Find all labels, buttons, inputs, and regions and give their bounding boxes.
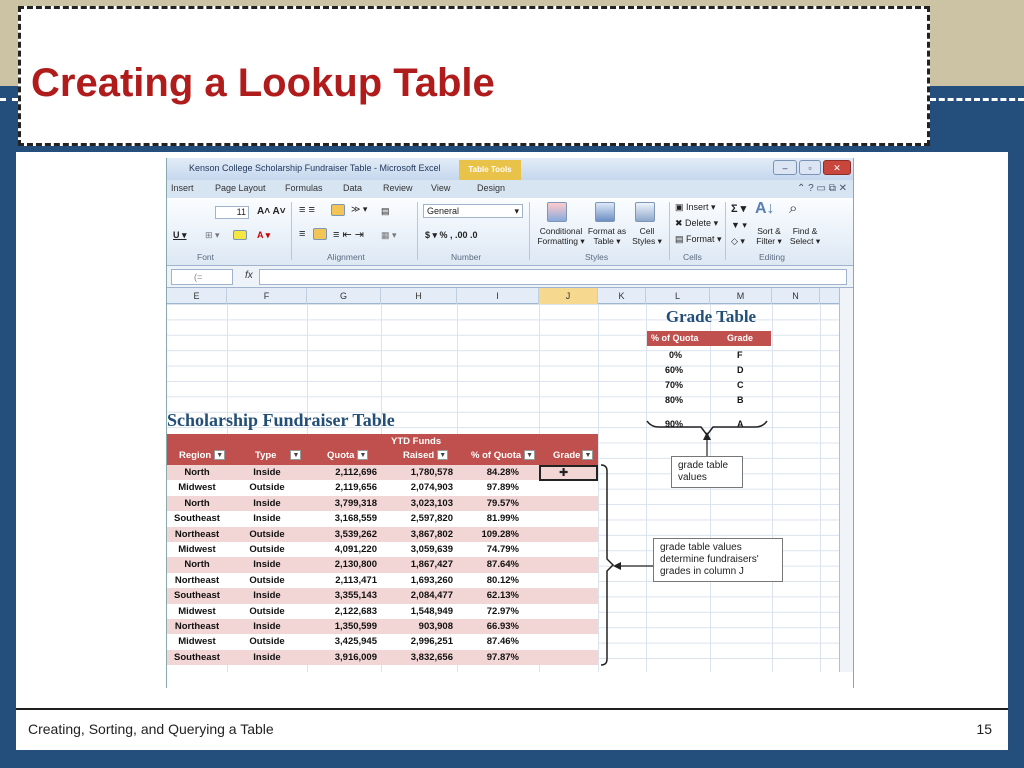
column-header[interactable]: G xyxy=(307,288,381,304)
delete-cells-label: Delete ▾ xyxy=(685,218,719,228)
format-as-table-button[interactable]: Format as Table ▾ xyxy=(587,226,627,246)
tab-data[interactable]: Data xyxy=(343,183,363,193)
ytd-funds-header: YTD Funds xyxy=(391,436,442,447)
find-select-button[interactable]: Find & Select ▾ xyxy=(789,226,821,246)
chevron-down-icon: ▾ xyxy=(514,206,519,216)
pct-cell: 109.28% xyxy=(481,528,519,540)
quota-cell: 4,091,220 xyxy=(334,544,377,555)
raised-cell: 3,023,103 xyxy=(410,497,453,509)
grade-table-title: Grade Table xyxy=(665,307,757,326)
column-header[interactable]: M xyxy=(710,288,772,304)
orientation-icon[interactable]: ≫ ▾ xyxy=(351,204,368,214)
pct-cell: 87.46% xyxy=(486,636,519,648)
insert-cells-label: Insert ▾ xyxy=(686,202,716,212)
type-cell: Outside xyxy=(249,605,285,617)
region-cell: North xyxy=(184,467,210,478)
region-cell: Midwest xyxy=(178,544,216,555)
quota-cell: 2,113,471 xyxy=(335,574,377,586)
region-cell: Southeast xyxy=(174,590,220,602)
clear-icon[interactable]: ◇ ▾ xyxy=(731,236,745,246)
arrow-head-icon xyxy=(613,562,621,570)
pct-cell: 84.28% xyxy=(486,467,519,478)
table-brace xyxy=(601,465,613,665)
grade-letter: D xyxy=(737,365,744,375)
callout-grade-values: grade table values xyxy=(671,456,743,488)
filter-dropdown-icon[interactable]: ▼ xyxy=(582,450,593,460)
type-cell: Outside xyxy=(249,544,285,555)
region-cell: North xyxy=(184,559,210,571)
region-cell: Southeast xyxy=(174,651,220,663)
slide-number: 15 xyxy=(976,721,992,737)
pct-cell: 80.12% xyxy=(486,574,519,586)
fill-icon[interactable]: ▼ ▾ xyxy=(731,220,747,230)
grade-pct: 0% xyxy=(669,350,683,360)
column-header[interactable]: L xyxy=(646,288,710,304)
filter-dropdown-icon[interactable]: ▼ xyxy=(524,450,535,460)
type-cell: Inside xyxy=(253,621,281,632)
align-left-icon[interactable]: ≡ xyxy=(299,228,306,240)
border-icon[interactable]: ⊞ ▾ xyxy=(205,230,220,240)
arrow-head-icon xyxy=(703,432,711,440)
filter-dropdown-icon[interactable]: ▼ xyxy=(437,450,448,460)
table-tools-tab[interactable]: Table Tools xyxy=(459,160,521,180)
type-cell: Inside xyxy=(253,590,281,602)
maximize-button[interactable]: ▫ xyxy=(799,160,821,175)
type-cell: Inside xyxy=(253,513,281,525)
pct-cell: 87.64% xyxy=(486,559,519,571)
font-size-value: 11 xyxy=(236,207,246,217)
number-format-value: General xyxy=(427,206,460,216)
type-cell: Outside xyxy=(249,636,285,648)
wrap-text-icon[interactable]: ▤ xyxy=(381,206,390,216)
window-title: Kenson College Scholarship Fundraiser Table - Microsoft Excel xyxy=(189,163,441,173)
pct-quota-column-label: % of Quota xyxy=(471,450,522,461)
column-header[interactable]: I xyxy=(457,288,539,304)
column-header[interactable]: K xyxy=(598,288,646,304)
region-cell: Midwest xyxy=(178,482,216,494)
currency-icon[interactable]: $ ▾ % , .00 .0 xyxy=(425,230,478,240)
quota-cell: 2,112,696 xyxy=(335,467,377,478)
pct-cell: 79.57% xyxy=(486,497,519,509)
tab-review[interactable]: Review xyxy=(383,183,413,193)
raised-cell: 3,059,639 xyxy=(410,544,453,555)
quota-cell: 2,130,800 xyxy=(334,559,377,571)
grade-letter: B xyxy=(737,395,744,405)
pct-cell: 97.89% xyxy=(486,482,519,494)
merge-icon[interactable]: ▦ ▾ xyxy=(381,230,397,240)
pct-quota-header: % of Quota xyxy=(651,333,699,343)
raised-cell: 2,996,251 xyxy=(410,636,453,648)
quota-cell: 3,355,143 xyxy=(334,590,377,602)
column-header[interactable]: F xyxy=(227,288,307,304)
raised-cell: 1,780,578 xyxy=(410,467,453,478)
raised-cell: 2,074,903 xyxy=(410,482,453,494)
underline-icon[interactable]: U ▾ xyxy=(173,230,187,240)
type-cell: Inside xyxy=(253,467,281,478)
raised-cell: 903,908 xyxy=(418,621,453,632)
raised-cell: 1,693,260 xyxy=(410,574,453,586)
raised-cell: 3,867,802 xyxy=(410,528,453,540)
font-color-icon[interactable]: A ▾ xyxy=(257,230,271,240)
conditional-formatting-button[interactable]: Conditional Formatting ▾ xyxy=(537,226,585,246)
grade-column-label: Grade xyxy=(553,450,581,461)
cell-styles-button[interactable]: Cell Styles ▾ xyxy=(632,226,662,246)
pct-cell: 72.97% xyxy=(486,605,519,617)
raised-cell: 1,867,427 xyxy=(410,559,453,571)
type-cell: Outside xyxy=(249,482,285,494)
footer-text: Creating, Sorting, and Querying a Table xyxy=(28,721,274,737)
cursor-icon: ✚ xyxy=(559,467,569,479)
torn-edge-bottom xyxy=(167,672,854,688)
region-cell: Midwest xyxy=(178,605,216,617)
close-button[interactable]: ✕ xyxy=(823,160,851,175)
quota-cell: 3,168,559 xyxy=(334,513,377,525)
filter-dropdown-icon[interactable]: ▼ xyxy=(290,450,301,460)
quota-cell: 3,799,318 xyxy=(334,497,377,509)
align-top-icon[interactable]: ≡ ≡ xyxy=(299,204,315,216)
column-header[interactable]: H xyxy=(381,288,457,304)
sort-filter-icon: A↓ xyxy=(755,200,775,217)
tab-insert[interactable]: Insert xyxy=(171,183,194,193)
pct-cell: 81.99% xyxy=(486,513,519,525)
excel-window xyxy=(166,158,854,688)
pct-cell: 66.93% xyxy=(486,621,519,632)
pct-cell: 62.13% xyxy=(486,590,519,602)
raised-cell: 2,084,477 xyxy=(410,590,453,602)
sort-filter-button[interactable]: Sort & Filter ▾ xyxy=(756,226,782,246)
group-label-alignment: Alignment xyxy=(327,252,365,262)
raised-cell: 1,548,949 xyxy=(410,605,453,617)
fx-icon[interactable]: fx xyxy=(245,270,253,281)
slide-title: Creating a Lookup Table xyxy=(31,61,495,105)
quota-header-label: Quota xyxy=(327,450,355,461)
group-label-font: Font xyxy=(197,252,215,262)
region-cell: Northeast xyxy=(174,574,220,586)
name-box[interactable]: (= xyxy=(171,269,233,285)
annotation-lines xyxy=(167,158,854,688)
type-cell: Inside xyxy=(253,497,281,509)
tab-formulas[interactable]: Formulas xyxy=(285,183,323,193)
quota-cell: 3,425,945 xyxy=(334,636,377,648)
quota-cell: 3,539,262 xyxy=(334,528,377,540)
grade-letter: F xyxy=(737,350,743,360)
divider-right xyxy=(930,98,1024,101)
autosum-icon[interactable]: Σ ▾ xyxy=(731,203,747,215)
format-cells-label: Format ▾ xyxy=(686,234,722,244)
grade-pct: 80% xyxy=(665,395,684,405)
fundraiser-table-title: Scholarship Fundraiser Table xyxy=(167,410,395,430)
grow-font-icon[interactable]: A˄ A˅ xyxy=(257,206,286,217)
slide-footer xyxy=(16,708,1008,750)
region-cell: Northeast xyxy=(174,528,220,540)
minimize-button[interactable]: – xyxy=(773,160,797,175)
group-label-editing: Editing xyxy=(759,252,785,262)
region-cell: Southeast xyxy=(174,513,220,525)
group-label-cells: Cells xyxy=(683,252,702,262)
pct-cell: 97.87% xyxy=(486,651,519,663)
region-header-label: Region xyxy=(179,450,212,461)
grade-letter: C xyxy=(737,380,744,390)
quota-cell: 1,350,599 xyxy=(334,621,377,632)
tab-design[interactable]: Design xyxy=(477,183,506,193)
insert-icon: ▣ xyxy=(675,202,687,212)
divider-left xyxy=(0,98,18,101)
filter-dropdown-icon[interactable]: ▼ xyxy=(214,450,225,460)
grade-letter: A xyxy=(737,419,744,429)
region-cell: Northeast xyxy=(174,621,220,632)
tab-view[interactable]: View xyxy=(431,183,451,193)
type-cell: Inside xyxy=(253,559,281,571)
find-select-icon: ⌕ xyxy=(789,200,798,217)
grade-header: Grade xyxy=(727,333,754,343)
column-header[interactable]: E xyxy=(167,288,227,304)
title-placeholder[interactable] xyxy=(18,6,930,146)
column-header-selected[interactable]: J xyxy=(539,288,598,304)
indent-icon[interactable]: ≡ ⇤ ⇥ xyxy=(333,229,364,241)
grade-pct: 60% xyxy=(665,365,684,375)
grade-pct: 70% xyxy=(665,380,684,390)
raised-cell: 3,832,656 xyxy=(410,651,453,663)
region-cell: Midwest xyxy=(178,636,216,648)
raised-cell: 2,597,820 xyxy=(410,513,453,525)
format-icon: ▤ xyxy=(675,234,687,244)
region-cell: North xyxy=(184,497,210,509)
type-header-label: Type xyxy=(255,450,277,461)
quota-cell: 2,119,656 xyxy=(335,482,377,494)
pct-cell: 74.79% xyxy=(486,544,519,555)
delete-icon: ✖ xyxy=(675,218,686,228)
quota-cell: 3,916,009 xyxy=(334,651,377,663)
quota-cell: 2,122,683 xyxy=(334,605,377,617)
column-header[interactable]: N xyxy=(772,288,820,304)
callout-determine-grades: grade table values determine fundraisers' grades in column J xyxy=(653,538,783,582)
type-cell: Outside xyxy=(249,528,285,540)
group-label-styles: Styles xyxy=(585,252,609,262)
type-cell: Outside xyxy=(249,574,285,586)
raised-header-label: Raised xyxy=(403,450,435,461)
type-cell: Inside xyxy=(253,651,281,663)
slide-content xyxy=(16,152,1008,708)
tab-page-layout[interactable]: Page Layout xyxy=(215,183,266,193)
help-icon[interactable]: ⌃ ? ▭ ⧉ ✕ xyxy=(796,183,847,194)
group-label-number: Number xyxy=(451,252,482,262)
grade-pct: 90% xyxy=(665,419,684,429)
filter-dropdown-icon[interactable]: ▼ xyxy=(357,450,368,460)
